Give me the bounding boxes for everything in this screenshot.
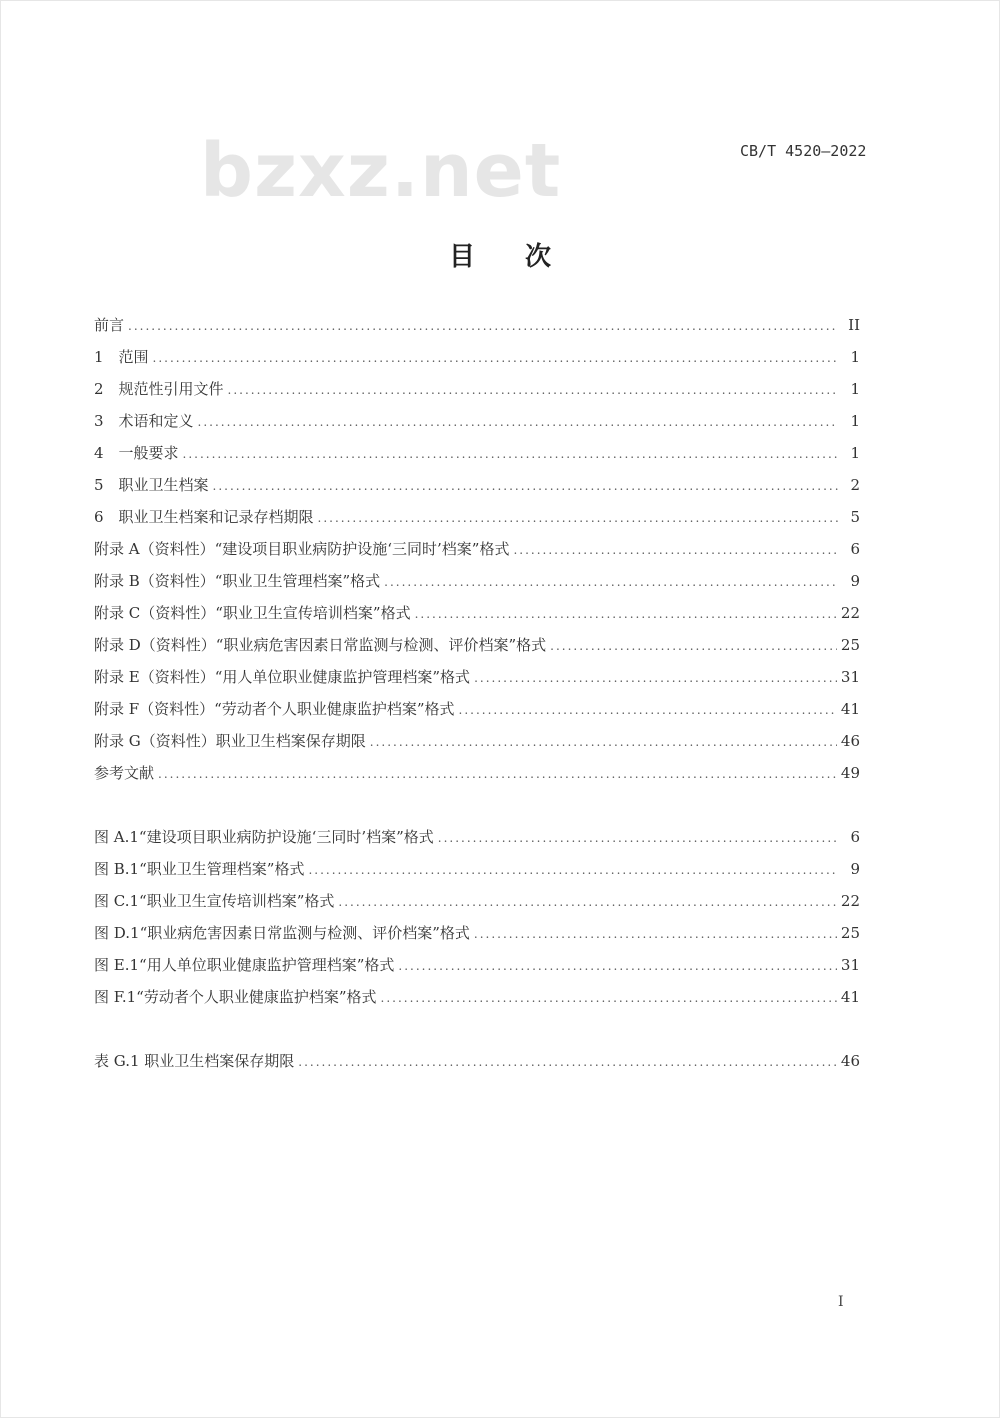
toc-leader-dots xyxy=(213,479,838,493)
toc-entry-page: 22 xyxy=(840,604,860,622)
toc-leader-dots xyxy=(183,447,838,461)
toc-entry-page: 49 xyxy=(840,764,860,782)
toc-entry-label: 图 C.1“职业卫生宣传培训档案”格式 xyxy=(94,892,335,910)
toc-leader-dots xyxy=(338,895,837,909)
toc-tables xyxy=(94,1050,860,1082)
toc-entry-page: 5 xyxy=(850,508,860,526)
standard-code: CB/T 4520—2022 xyxy=(740,142,867,160)
toc-entry[interactable] xyxy=(94,346,860,378)
toc-entry-label: 6 职业卫生档案和记录存档期限 xyxy=(94,508,314,526)
toc-entry-page: 2 xyxy=(850,476,860,494)
toc-entry-label: 附录 G（资料性）职业卫生档案保存期限 xyxy=(94,732,366,750)
toc-entry[interactable] xyxy=(94,314,860,346)
toc-entry-page: 46 xyxy=(840,732,860,750)
toc-entry-page: II xyxy=(848,316,860,334)
toc-entry[interactable] xyxy=(94,506,860,538)
toc-entry-page: 31 xyxy=(840,668,860,686)
toc-entry-page: 9 xyxy=(850,572,860,590)
toc-title: 目次 xyxy=(448,242,601,272)
toc-entry-page: 25 xyxy=(840,636,860,654)
toc-figures xyxy=(94,826,860,1018)
toc-entry-label: 4 一般要求 xyxy=(94,444,179,462)
toc-entry-label: 图 E.1“用人单位职业健康监护管理档案”格式 xyxy=(94,956,395,974)
toc-entry-page: 9 xyxy=(850,860,860,878)
toc-entry[interactable] xyxy=(94,986,860,1018)
toc-entry-label: 5 职业卫生档案 xyxy=(94,476,209,494)
toc-entry[interactable] xyxy=(94,730,860,762)
toc-leader-dots xyxy=(474,927,837,941)
toc-leader-dots xyxy=(128,319,838,333)
toc-entry-label: 1 范围 xyxy=(94,348,149,366)
toc-entry[interactable] xyxy=(94,826,860,858)
toc-entry-label: 图 B.1“职业卫生管理档案”格式 xyxy=(94,860,305,878)
toc-entry[interactable] xyxy=(94,378,860,410)
toc-entry-page: 1 xyxy=(850,412,860,430)
toc-leader-dots xyxy=(384,575,838,589)
toc-leader-dots xyxy=(318,511,838,525)
toc-entry-page: 1 xyxy=(850,380,860,398)
toc-leader-dots xyxy=(398,959,837,973)
toc-leader-dots xyxy=(415,607,837,621)
toc-entry-label: 2 规范性引用文件 xyxy=(94,380,224,398)
toc-entry-page: 6 xyxy=(850,828,860,846)
toc-leader-dots xyxy=(308,863,838,877)
toc-entry-label: 附录 F（资料性）“劳动者个人职业健康监护档案”格式 xyxy=(94,700,455,718)
toc-entry-page: 22 xyxy=(840,892,860,910)
toc-entry[interactable] xyxy=(94,666,860,698)
toc-entry[interactable] xyxy=(94,762,860,794)
toc-leader-dots xyxy=(474,671,837,685)
toc-leader-dots xyxy=(550,639,837,653)
toc-leader-dots xyxy=(438,831,838,845)
watermark: bzxz.net xyxy=(200,128,562,214)
toc-entry[interactable] xyxy=(94,474,860,506)
toc-entry-page: 1 xyxy=(850,444,860,462)
toc-entry[interactable] xyxy=(94,570,860,602)
toc-entry-page: 6 xyxy=(850,540,860,558)
toc-entry[interactable] xyxy=(94,634,860,666)
toc-entry[interactable] xyxy=(94,922,860,954)
toc-entry-label: 附录 D（资料性）“职业病危害因素日常监测与检测、评价档案”格式 xyxy=(94,636,547,654)
toc-entry-page: 1 xyxy=(850,348,860,366)
toc-entry[interactable] xyxy=(94,602,860,634)
toc-entry-label: 附录 C（资料性）“职业卫生宣传培训档案”格式 xyxy=(94,604,411,622)
toc-entry-page: 46 xyxy=(840,1052,860,1070)
toc-entry-label: 3 术语和定义 xyxy=(94,412,194,430)
toc-entry-label: 参考文献 xyxy=(94,764,155,782)
toc-entry-page: 25 xyxy=(840,924,860,942)
toc-entry-label: 图 F.1“劳动者个人职业健康监护档案”格式 xyxy=(94,988,377,1006)
toc-leader-dots xyxy=(370,735,837,749)
toc-entry-label: 表 G.1 职业卫生档案保存期限 xyxy=(94,1052,295,1070)
toc-entry-label: 前言 xyxy=(94,316,125,334)
toc-entry[interactable] xyxy=(94,1050,860,1082)
toc-entry[interactable] xyxy=(94,858,860,890)
toc-entry-page: 41 xyxy=(840,988,860,1006)
toc-leader-dots xyxy=(228,383,838,397)
page-number: I xyxy=(838,1294,844,1310)
toc-leader-dots xyxy=(153,351,838,365)
toc-leader-dots xyxy=(459,703,837,717)
toc-leader-dots xyxy=(381,991,837,1005)
toc-leader-dots xyxy=(513,543,838,557)
toc-entry-page: 31 xyxy=(840,956,860,974)
toc-entry-label: 附录 E（资料性）“用人单位职业健康监护管理档案”格式 xyxy=(94,668,471,686)
toc-sections xyxy=(94,314,860,794)
toc-entry[interactable] xyxy=(94,890,860,922)
toc-entry-page: 41 xyxy=(840,700,860,718)
toc-leader-dots xyxy=(158,767,837,781)
toc-entry-label: 附录 A（资料性）“建设项目职业病防护设施‘三同时’档案”格式 xyxy=(94,540,510,558)
toc-entry-label: 图 D.1“职业病危害因素日常监测与检测、评价档案”格式 xyxy=(94,924,470,942)
toc-entry[interactable] xyxy=(94,410,860,442)
toc-leader-dots xyxy=(298,1055,837,1069)
toc-entry[interactable] xyxy=(94,538,860,570)
toc-entry-label: 附录 B（资料性）“职业卫生管理档案”格式 xyxy=(94,572,381,590)
toc-entry-label: 图 A.1“建设项目职业病防护设施‘三同时’档案”格式 xyxy=(94,828,434,846)
toc-entry[interactable] xyxy=(94,698,860,730)
toc-leader-dots xyxy=(198,415,838,429)
toc-entry[interactable] xyxy=(94,954,860,986)
toc-entry[interactable] xyxy=(94,442,860,474)
